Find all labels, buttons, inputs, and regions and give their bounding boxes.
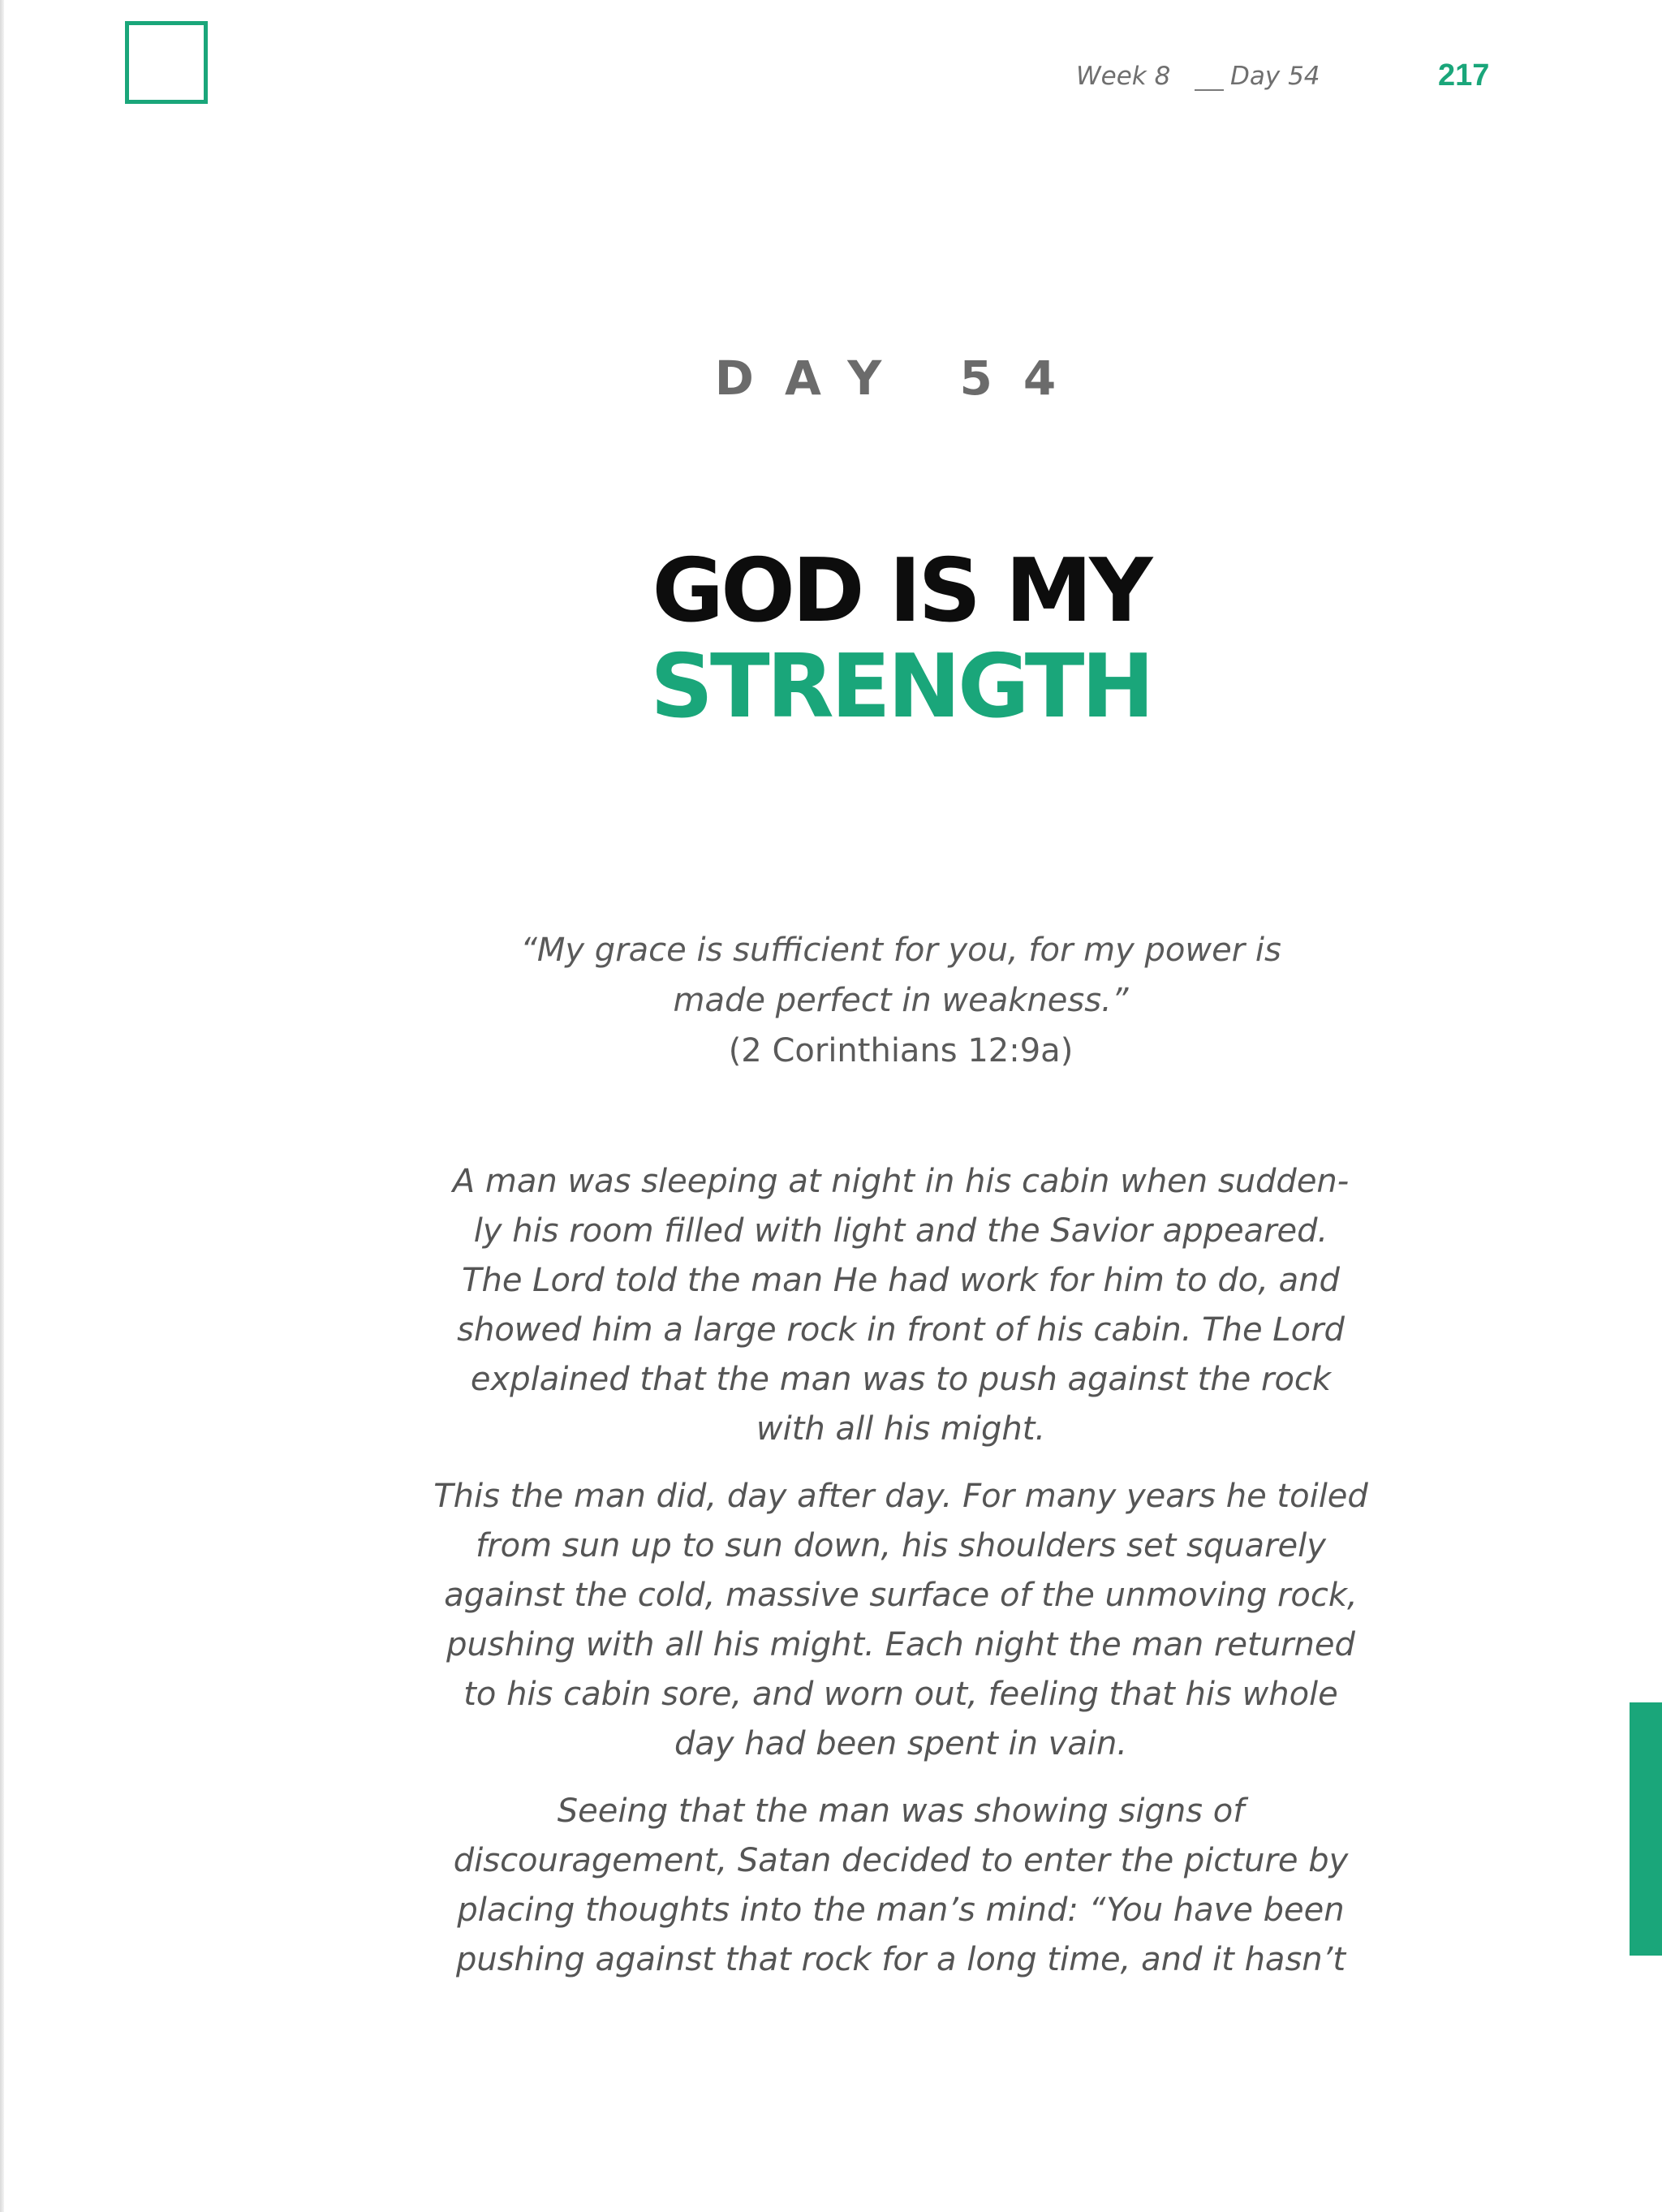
- paragraph-line: explained that the man was to push against the rock: [470, 1361, 1332, 1398]
- verse-reference: (2 Corinthians 12:9a): [728, 1032, 1074, 1069]
- title-line-2: STRENGTH: [650, 636, 1152, 738]
- paragraph-line: Seeing that the man was showing signs of: [557, 1792, 1245, 1830]
- paragraph-line: showed him a large rock in front of his cabin. The Lord: [457, 1311, 1345, 1349]
- header-week: Week 8: [1076, 62, 1171, 91]
- paragraph-line: placing thoughts into the man’s mind: “You have been: [457, 1891, 1345, 1929]
- page-title: [0, 540, 1662, 738]
- paragraph: [414, 1157, 1388, 1454]
- verse-quote-line-2: made perfect in weakness.”: [673, 982, 1129, 1019]
- page-edge: [0, 0, 4, 2212]
- paragraph-line: ly his room filled with light and the Savior appeared.: [473, 1212, 1328, 1250]
- page-number: 217: [1438, 58, 1490, 93]
- paragraph-line: day had been spent in vain.: [674, 1725, 1128, 1762]
- paragraph-line: with all his might.: [756, 1410, 1046, 1448]
- paragraph-line: pushing against that rock for a long time, and it hasn’t: [455, 1941, 1346, 1978]
- paragraph-line: to his cabin sore, and worn out, feeling that his whole: [463, 1676, 1338, 1713]
- paragraph: [414, 1787, 1388, 1985]
- paragraph-line: against the cold, massive surface of the unmoving rock,: [444, 1577, 1358, 1614]
- header-day: Day 54: [1230, 62, 1320, 91]
- paragraph-line: pushing with all his might. Each night the man returned: [446, 1626, 1355, 1663]
- paragraph-line: This the man did, day after day. For many years he toiled: [433, 1478, 1368, 1515]
- title-line-1: GOD IS MY: [652, 540, 1150, 642]
- paragraph-line: The Lord told the man He had work for him to do, and: [462, 1262, 1340, 1299]
- paragraph: [414, 1472, 1388, 1769]
- header-separator: [1195, 89, 1224, 91]
- paragraph-line: A man was sleeping at night in his cabin when sudden-: [452, 1163, 1350, 1200]
- body-text: [414, 1157, 1388, 2003]
- day-label: DAY 54: [714, 351, 1087, 406]
- scripture-verse: [406, 925, 1396, 1076]
- side-thumb-tab: [1630, 1702, 1662, 1956]
- paragraph-line: discouragement, Satan decided to enter the picture by: [453, 1842, 1349, 1879]
- running-header: [1055, 58, 1509, 99]
- corner-square-mark: [125, 21, 208, 104]
- verse-quote-line-1: “My grace is sufficient for you, for my power is: [520, 932, 1281, 969]
- paragraph-line: from sun up to sun down, his shoulders set squarely: [476, 1527, 1326, 1564]
